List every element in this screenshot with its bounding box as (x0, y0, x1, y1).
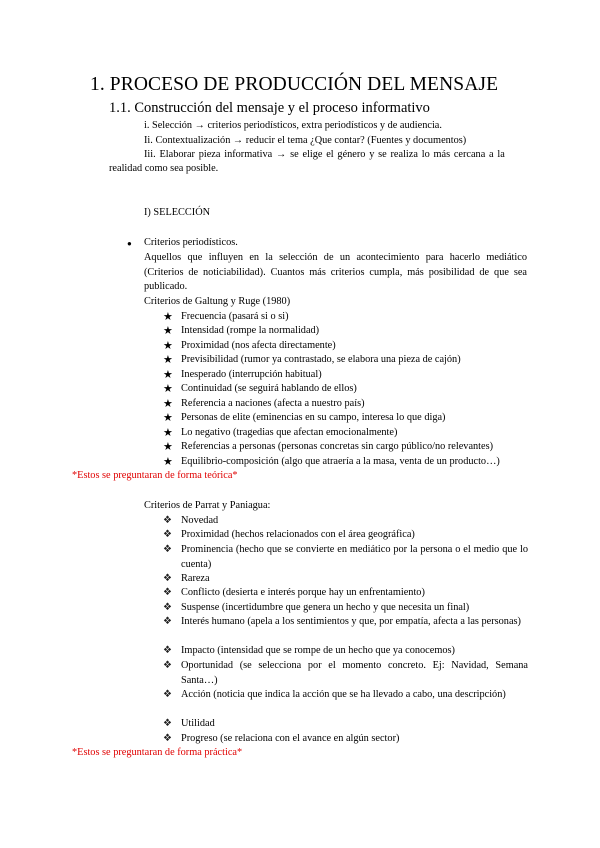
step-selection: i. Selección → criterios periodísticos, extra periodísticos y de audiencia. (144, 120, 442, 131)
page-title: 1. PROCESO DE PRODUCCIÓN DEL MENSAJE (90, 74, 499, 95)
star-icon: ★ (163, 412, 173, 424)
list-item: Conflicto (desierta e interés porque hay un enfrentamiento) (181, 587, 425, 598)
diamond-icon: ❖ (163, 515, 172, 526)
step-elaboration-cont: realidad como sea posible. (109, 163, 219, 174)
parrat-title: Criterios de Parrat y Paniagua: (144, 500, 271, 511)
list-item: Proximidad (nos afecta directamente) (181, 340, 336, 351)
diamond-icon: ❖ (163, 645, 172, 656)
list-item: Oportunidad (se selecciona por el momento concreto. Ej: Navidad, Semana Santa…) (181, 660, 528, 686)
diamond-icon: ❖ (163, 733, 172, 744)
galtung-note: *Estos se preguntaran de forma teórica* (72, 470, 238, 481)
list-item: Referencias a personas (personas concretas sin cargo público/no relevantes) (181, 441, 494, 452)
list-item: Novedad (181, 515, 219, 526)
bullet-icon: ● (127, 239, 132, 248)
list-item: Proximidad (hechos relacionados con el área geográfica) (181, 529, 415, 540)
list-item: Progreso (se relaciona con el avance en algún sector) (181, 733, 400, 744)
list-item: Prominencia (hecho que se convierte en mediático por la persona o el medio que lo cuenta) (181, 544, 528, 570)
list-item: Continuidad (se seguirá hablando de ellos) (181, 383, 357, 394)
diamond-icon: ❖ (163, 616, 172, 627)
diamond-icon: ❖ (163, 660, 172, 671)
list-item: Interés humano (apela a los sentimientos y que, por empatía, afecta a las personas) (181, 616, 521, 627)
diamond-icon: ❖ (163, 544, 172, 555)
star-icon: ★ (163, 427, 173, 439)
diamond-icon: ❖ (163, 529, 172, 540)
list-item: Previsibilidad (rumor ya contrastado, se elabora una pieza de cajón) (181, 354, 461, 365)
star-icon: ★ (163, 311, 173, 323)
list-item: Impacto (intensidad que se rompe de un hecho que ya conocemos) (181, 645, 455, 656)
list-item: Referencia a naciones (afecta a nuestro país) (181, 398, 365, 409)
star-icon: ★ (163, 456, 173, 468)
parrat-note: *Estos se preguntaran de forma práctica* (72, 747, 243, 758)
list-item: Rareza (181, 573, 210, 584)
bullet-title: Criterios periodísticos. (144, 237, 238, 248)
star-icon: ★ (163, 441, 173, 453)
step-contextualization: Ii. Contextualización → reducir el tema ¿Que contar? (Fuentes y documentos) (144, 135, 467, 146)
star-icon: ★ (163, 369, 173, 381)
list-item: Lo negativo (tragedias que afectan emocionalmente) (181, 427, 398, 438)
star-icon: ★ (163, 383, 173, 395)
list-item: Equilibrio-composición (algo que atraería a la masa, venta de un producto…) (181, 456, 500, 467)
diamond-icon: ❖ (163, 587, 172, 598)
list-item: Acción (noticia que indica la acción que se ha llevado a cabo, una descripción) (181, 689, 506, 700)
section-heading: 1.1. Construcción del mensaje y el proceso informativo (109, 100, 430, 116)
diamond-icon: ❖ (163, 689, 172, 700)
star-icon: ★ (163, 398, 173, 410)
star-icon: ★ (163, 354, 173, 366)
list-item: Suspense (incertidumbre que genera un hecho y que necesita un final) (181, 602, 470, 613)
star-icon: ★ (163, 340, 173, 352)
list-item: Inesperado (interrupción habitual) (181, 369, 322, 380)
diamond-icon: ❖ (163, 602, 172, 613)
step-elaboration: Iii. Elaborar pieza informativa → se elige el género y se realiza lo más cercana a la (144, 149, 505, 160)
list-item: Personas de elite (eminencias en su campo, interesa lo que diga) (181, 412, 446, 423)
bullet-description: Aquellos que influyen en la selección de un acontecimiento para hacerlo mediático (Criterios de noticiabilidad). Cuantos más criterios cumpla, más posibilidad de que sea publicado. (144, 252, 527, 292)
list-item: Frecuencia (pasará si o si) (181, 311, 289, 322)
section-title: I) SELECCIÓN (144, 207, 211, 218)
list-item: Intensidad (rompe la normalidad) (181, 325, 320, 336)
list-item: Utilidad (181, 718, 215, 729)
diamond-icon: ❖ (163, 573, 172, 584)
diamond-icon: ❖ (163, 718, 172, 729)
galtung-title: Criterios de Galtung y Ruge (1980) (144, 296, 291, 307)
star-icon: ★ (163, 325, 173, 337)
